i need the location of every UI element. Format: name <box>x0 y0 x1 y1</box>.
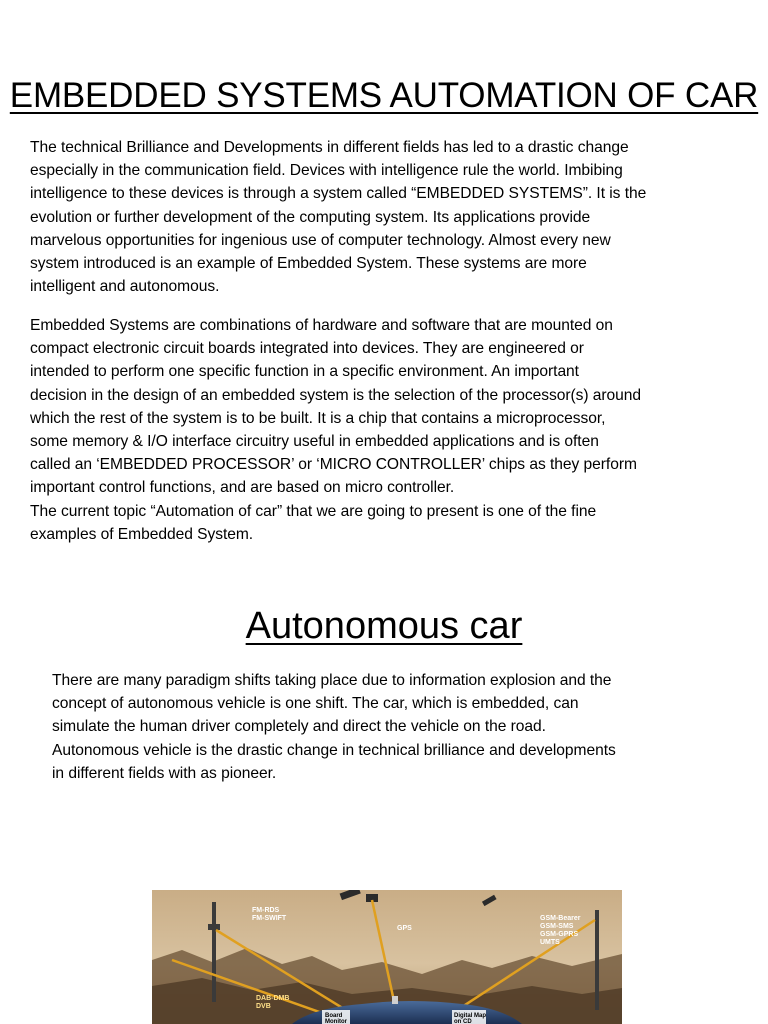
label-monitor: Monitor <box>325 1019 347 1024</box>
label-fm-swift: FM-SWIFT <box>252 915 287 922</box>
text-line: important control functions, and are based on micro controller. <box>30 479 455 497</box>
text-line: which the rest of the system is to be built. It is a chip that contains a microprocessor, <box>30 409 606 427</box>
text-line: Autonomous vehicle is the drastic change in technical brilliance and developments <box>52 741 616 759</box>
label-umts: UMTS <box>540 939 560 946</box>
text-line: intended to perform one specific function in a specific environment. An important <box>30 363 579 381</box>
section-heading: Autonomous car <box>245 605 523 647</box>
text-line: some memory & I/O interface circuitry useful in embedded applications and is often <box>30 433 599 451</box>
label-dab: DAB-DMB <box>256 995 290 1002</box>
text-line: compact electronic circuit boards integrated into devices. They are engineered or <box>30 340 584 358</box>
text-line: evolution or further development of the computing system. Its applications provide <box>30 208 591 226</box>
text-line: Embedded Systems are combinations of hardware and software that are mounted on <box>30 317 613 334</box>
definition-paragraph <box>30 314 740 546</box>
label-on-cd: on CD <box>454 1019 472 1024</box>
text-line: system introduced is an example of Embedded System. These systems are more <box>30 255 587 273</box>
label-dvb: DVB <box>256 1003 271 1010</box>
autonomous-paragraph <box>52 669 712 785</box>
text-line: in different fields with as pioneer. <box>52 764 277 782</box>
text-line: examples of Embedded System. <box>30 525 254 543</box>
text-line: called an ‘EMBEDDED PROCESSOR’ or ‘MICRO CONTROLLER’ chips as they perform <box>30 456 637 474</box>
text-line: concept of autonomous vehicle is one shift. The car, which is embedded, can <box>52 695 579 713</box>
label-gsm-sms: GSM-SMS <box>540 923 574 930</box>
page-title: EMBEDDED SYSTEMS AUTOMATION OF CAR <box>9 76 759 115</box>
figure-illustration <box>152 890 622 1024</box>
label-board: Board <box>325 1013 343 1019</box>
text-line: intelligent and autonomous. <box>30 278 220 296</box>
label-gsm-gprs: GSM-GPRS <box>540 931 579 938</box>
text-line: decision in the design of an embedded system is the selection of the processor(s) around <box>30 386 642 404</box>
text-line: simulate the human driver completely and direct the vehicle on the road. <box>52 718 546 736</box>
text-line: The technical Brilliance and Developments in different fields has led to a drastic change <box>30 139 629 156</box>
text-line: There are many paradigm shifts taking place due to information explosion and the <box>52 672 612 689</box>
intro-paragraph <box>30 136 740 298</box>
label-gsm-bearer: GSM-Bearer <box>540 915 581 922</box>
label-digital-map: Digital Map <box>454 1013 487 1019</box>
label-gps: GPS <box>397 925 412 932</box>
text-line: especially in the communication field. Devices with intelligence rule the world. Imbibing <box>30 162 623 180</box>
text-line: intelligence to these devices is through a system called “EMBEDDED SYSTEMS”. It is the <box>30 185 647 203</box>
text-line: marvelous opportunities for ingenious use of computer technology. Almost every new <box>30 231 611 249</box>
label-fm-rds: FM-RDS <box>252 907 280 914</box>
car-communication-figure <box>152 890 622 1024</box>
text-line: The current topic “Automation of car” that we are going to present is one of the fine <box>30 502 597 520</box>
